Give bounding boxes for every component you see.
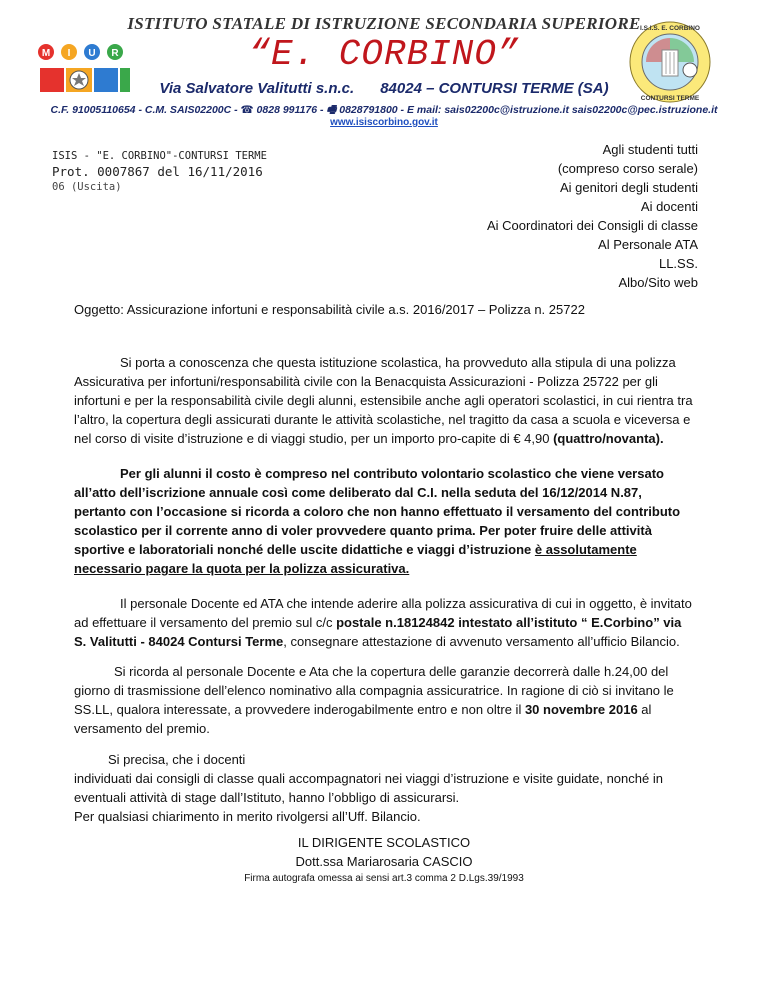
paragraph-text: Per gli alunni il costo è compreso nel contributo volontario scolastico che viene versato all’atto dell’iscrizione annuale così come deliberato dal C.I. nella seduta del 16/12/2014 N.87, pertanto con l’occasione si ricorda a coloro che non hanno effettuato il versamento del contributo scolastico per il corrente anno di voler provvedere quanto prima. Per poter fruire delle attività sportive e laboratoriali nonché delle uscite didattiche e viaggi d’istruzione [74,466,681,557]
paragraph-staff-payment [74,594,694,651]
institute-address [0,80,768,97]
subject-line: Oggetto: Assicurazione infortuni e responsabilità civile a.s. 2016/2017 – Polizza n. 25722 [74,302,585,317]
paragraph-deadline: 30 novembre 2016 [524,702,638,717]
svg-text:R: R [111,48,119,59]
recipient-item: (compreso corso serale) [557,161,698,176]
svg-text:U: U [88,48,96,59]
signature-role: IL DIRIGENTE SCOLASTICO [297,835,471,850]
paragraph-teachers [74,750,694,826]
protocol-stamp [52,150,267,193]
paragraph-text: Per qualsiasi chiarimento in merito rivolgersi all’Uff. Bilancio. [74,809,421,824]
protocol-line-1: ISIS - "E. CORBINO"-CONTURSI TERME [52,150,267,162]
recipient-item: Al Personale ATA [598,237,698,252]
recipient-item: Ai docenti [640,199,698,214]
paragraph-text: Il personale Docente ed ATA che intende aderire alla polizza assicurativa di cui in oggetto, è invitato ad effettuare il versamento del premio sul c/c [74,596,692,630]
paragraph-text: Si porta a conoscenza che questa istituzione scolastica, ha provveduto alla stipula di una polizza Assicurativa per infortuni/responsabilità civile con la Benacquista Assicurazioni - Polizza 25722 per gli infortuni e per la responsabilità civile degli alunni, estensibile anche agli operatori scolastici, in cui rientra tra l’altro, la copertura degli assicurati durante le attività scolastiche, nel tragitto da casa a scuola e viceversa e nel corso di visite d’istruzione e di viaggi studio, per un importo pro-capite di € 4,90 [74,355,693,446]
paragraph-amount: (quattro/novanta). [553,431,664,446]
address-city: 84024 – CONTURSI TERME (SA) [380,80,609,97]
svg-text:I.S.I.S. E. CORBINO: I.S.I.S. E. CORBINO [640,25,700,32]
svg-text:CONTURSI TERME: CONTURSI TERME [640,95,700,102]
recipient-item: Ai Coordinatori dei Consigli di classe [487,218,698,233]
paragraph-coverage [74,662,694,738]
paragraph-policy [74,353,694,448]
recipient-item: Agli studenti tutti [602,142,698,157]
address-street: Via Salvatore Valitutti s.n.c. [159,80,355,97]
paragraph-bold: postale n.18124842 intestato all’istituto “ E.Corbino” via S. Valitutti - 84024 Contursi Terme [74,615,682,649]
paragraph-text: , consegnare attestazione di avvenuto versamento all’ufficio Bilancio. [283,634,680,649]
paragraph-text: individuati dai consigli di classe quali accompagnatori nei viaggi d’istruzione e visite guidate, nonché in eventuali attività di stage dall’Istituto, hanno l’obbligo di assicurarsi. [74,771,663,805]
institute-name: “E. CORBINO” [248,34,520,75]
paragraph-text: al versamento del premio. [74,702,652,736]
svg-text:I: I [67,48,71,59]
recipient-item: Ai genitori degli studenti [559,180,698,195]
paragraph-students-cost [74,464,694,578]
institute-contacts: C.F. 91005110654 - C.M. SAIS02200C - ☎ 0828 991176 - 🖷 0828791800 - E mail: sais02200c@istruzione.it sais02200c@pec.istruzione.it [50,104,718,116]
institute-title: ISTITUTO STATALE DI ISTRUZIONE SECONDARIA SUPERIORE [127,14,641,33]
paragraph-underlined: è assolutamente necessario pagare la quota per la polizza assicurativa. [74,542,637,576]
institute-website-link[interactable]: www.isiscorbino.gov.it [330,117,438,128]
signature-note: Firma autografa omessa ai sensi art.3 comma 2 D.Lgs.39/1993 [244,873,524,884]
paragraph-text: Si precisa, che i docenti [108,752,246,767]
recipient-item: LL.SS. [658,256,698,271]
svg-text:M: M [41,48,51,59]
recipients-list [487,140,698,292]
protocol-number: Prot. 0007867 del 16/11/2016 [52,164,263,179]
recipient-item: Albo/Sito web [618,275,698,290]
paragraph-text: Si ricorda al personale Docente e Ata che la copertura delle garanzie decorrerà dalle h.24,00 del giorno di trasmissione dell’elenco nominativo alla compagnia assicuratrice. In ragione di ciò si invitano le SS.LL, qualora interessate, a provvedere inderogabilmente entro e non oltre il [74,664,674,717]
signature-name: Dott.ssa Mariarosaria CASCIO [295,854,473,869]
protocol-type: 06 (Uscita) [52,181,122,193]
